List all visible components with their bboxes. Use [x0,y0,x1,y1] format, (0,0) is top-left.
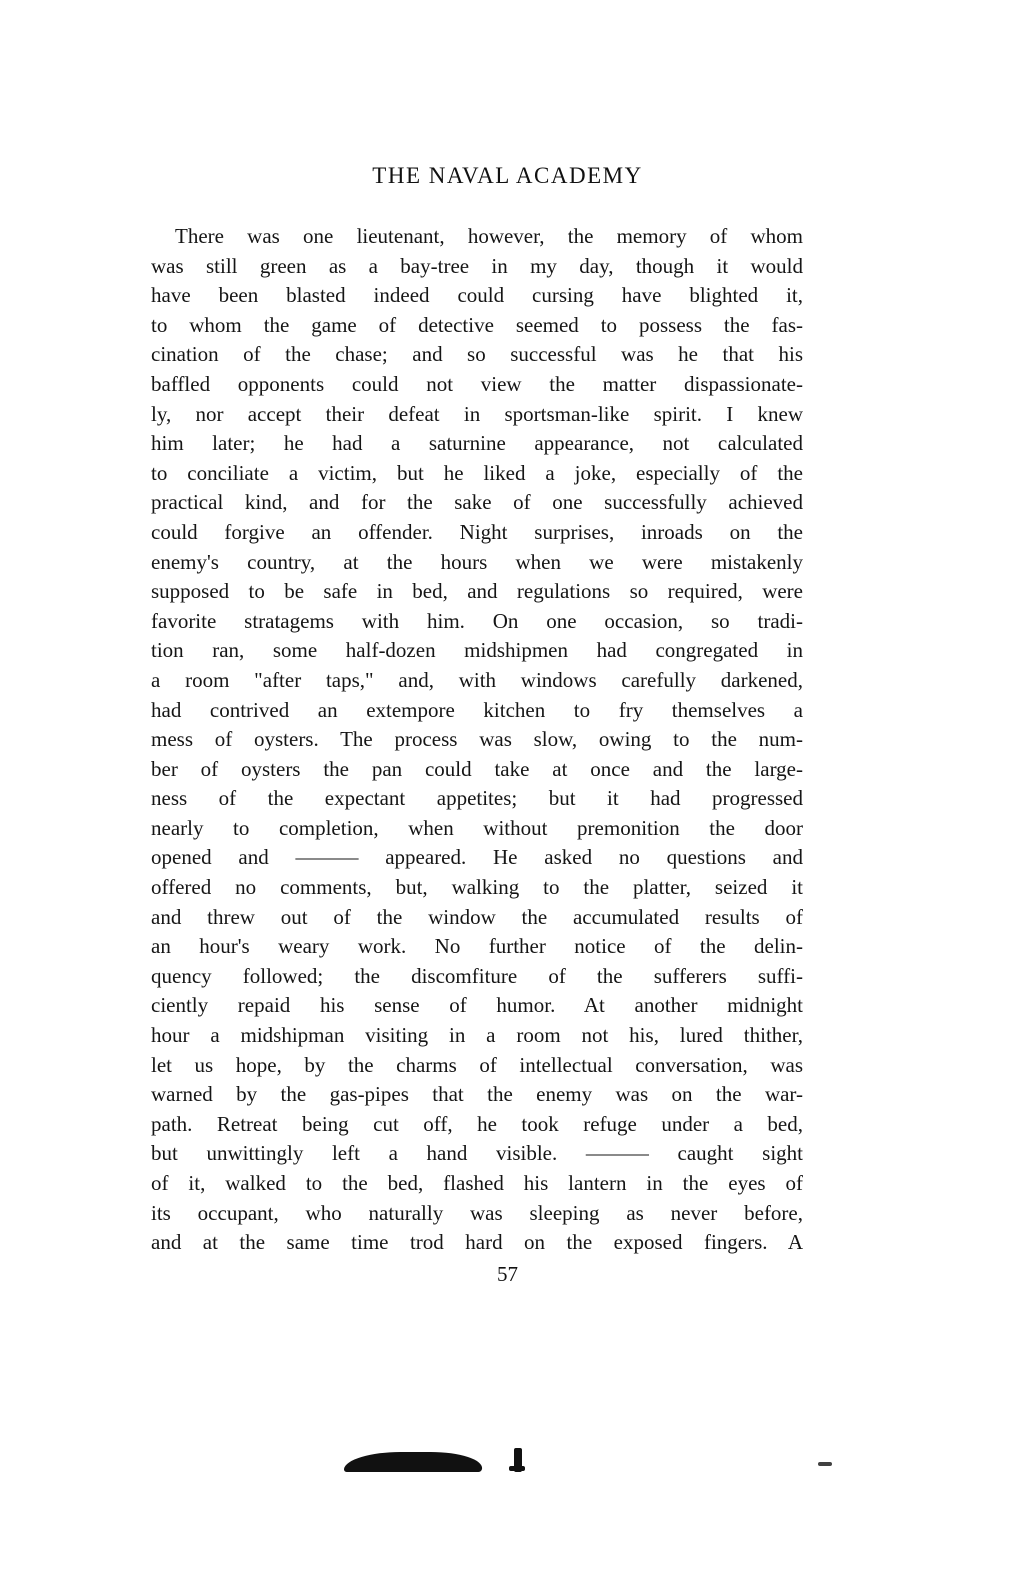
text-line: its occupant, who naturally was sleeping as never before, [151,1200,803,1225]
page-number: 57 [497,1262,518,1286]
text-line: let us hope, by the charms of intellectual conversation, was [151,1052,803,1077]
text-line: path. Retreat being cut off, he took refuge under a bed, [151,1111,803,1136]
text-line: could forgive an offender. Night surprises, inroads on the [151,519,803,544]
text-line: but unwittingly left a hand visible. ——— caught sight [151,1141,803,1166]
text-line: and threw out of the window the accumulated results of [151,904,803,929]
text-line: baffled opponents could not view the matter dispassionate- [151,371,803,396]
running-title: THE NAVAL ACADEMY [372,163,643,188]
text-line: There was one lieutenant, however, the memory of whom [175,224,803,248]
ink-smudge [344,1452,485,1472]
text-line: cination of the chase; and so successful was he that his [151,342,803,367]
text-line: tion ran, some half-dozen midshipmen had congregated in [151,638,803,663]
text-line: warned by the gas-pipes that the enemy was on the war- [151,1082,803,1107]
text-line: a room "after taps," and, with windows carefully darkened, [151,667,803,692]
text-line: ber of oysters the pan could take at once and the large- [151,756,803,781]
text-line: enemy's country, at the hours when we were mistakenly [151,549,803,574]
text-line: hour a midshipman visiting in a room not his, lured thither, [151,1023,803,1048]
text-line: supposed to be safe in bed, and regulations so required, were [151,579,803,604]
text-line: and at the same time trod hard on the exposed fingers. A [151,1230,803,1255]
text-line: ness of the expectant appetites; but it had progressed [151,786,803,811]
text-line: to whom the game of detective seemed to possess the fas- [151,312,803,337]
text-line: opened and ——— appeared. He asked no questions and [151,845,803,870]
ink-smudge [509,1466,525,1471]
text-line: was still green as a bay-tree in my day, though it would [151,253,803,278]
text-line: to conciliate a victim, but he liked a joke, especially of the [151,460,803,485]
text-line: had contrived an extempore kitchen to fry themselves a [151,697,803,722]
body-paragraph [151,222,803,1258]
text-line: practical kind, and for the sake of one successfully achieved [151,490,803,515]
text-line: of it, walked to the bed, flashed his lantern in the eyes of [151,1171,803,1195]
text-line: ly, nor accept their defeat in sportsman-like spirit. I knew [151,401,803,426]
text-line: favorite stratagems with him. On one occasion, so tradi- [151,608,803,633]
text-line: him later; he had a saturnine appearance, not calculated [151,431,803,456]
text-line: offered no comments, but, walking to the platter, seized it [151,875,803,900]
text-line: ciently repaid his sense of humor. At another midnight [151,993,803,1018]
text-line: mess of oysters. The process was slow, owing to the num- [151,727,803,752]
text-line: quency followed; the discomfiture of the sufferers suffi- [151,963,803,988]
text-line: an hour's weary work. No further notice of the delin- [151,934,803,959]
text-line: nearly to completion, when without premonition the door [151,815,803,840]
ink-smudge [818,1462,832,1466]
text-line: have been blasted indeed could cursing have blighted it, [151,283,803,308]
